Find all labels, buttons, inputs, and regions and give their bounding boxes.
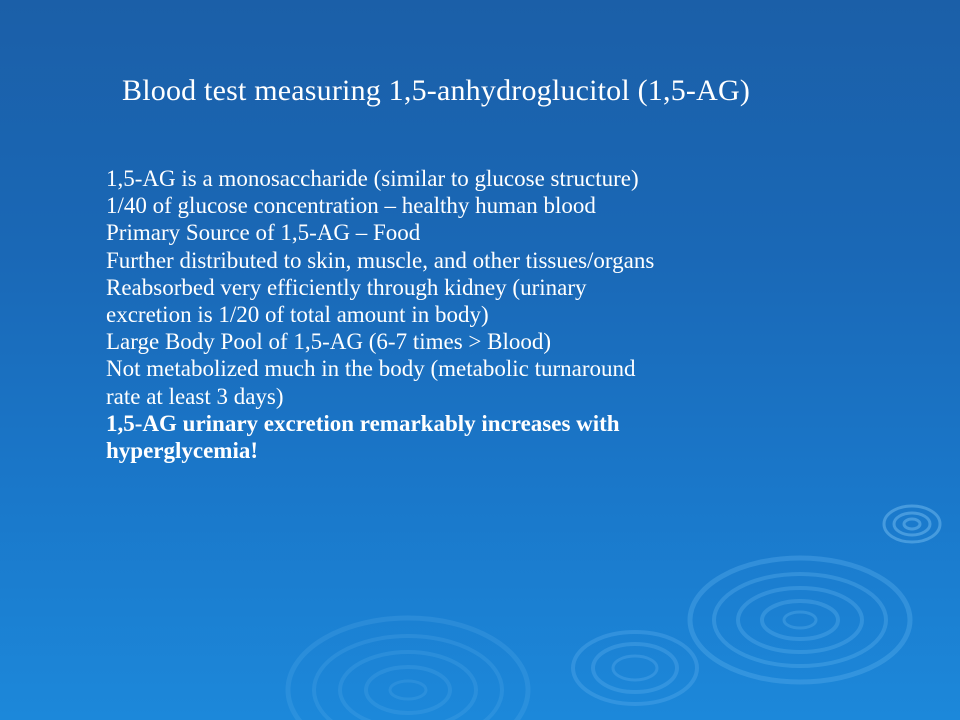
body-line: Not metabolized much in the body (metabolic turnaround: [106, 356, 636, 382]
body-line: Reabsorbed very efficiently through kidney (urinary: [106, 274, 587, 300]
body-line: rate at least 3 days): [106, 383, 284, 409]
body-line: Large Body Pool of 1,5-AG (6-7 times > Blood): [106, 329, 552, 355]
slide-title: Blood test measuring 1,5-anhydroglucitol (1,5-AG): [122, 74, 751, 107]
slide-body: [106, 165, 906, 464]
body-line: Further distributed to skin, muscle, and other tissues/organs: [106, 247, 655, 273]
emphasis-line: hyperglycemia!: [106, 438, 259, 464]
body-line: 1/40 of glucose concentration – healthy human blood: [106, 193, 596, 219]
body-line: excretion is 1/20 of total amount in body): [106, 302, 489, 328]
body-line: Primary Source of 1,5-AG – Food: [106, 220, 421, 246]
emphasis-line: 1,5-AG urinary excretion remarkably increases with: [106, 410, 620, 436]
body-line: 1,5-AG is a monosaccharide (similar to glucose structure): [106, 166, 639, 191]
